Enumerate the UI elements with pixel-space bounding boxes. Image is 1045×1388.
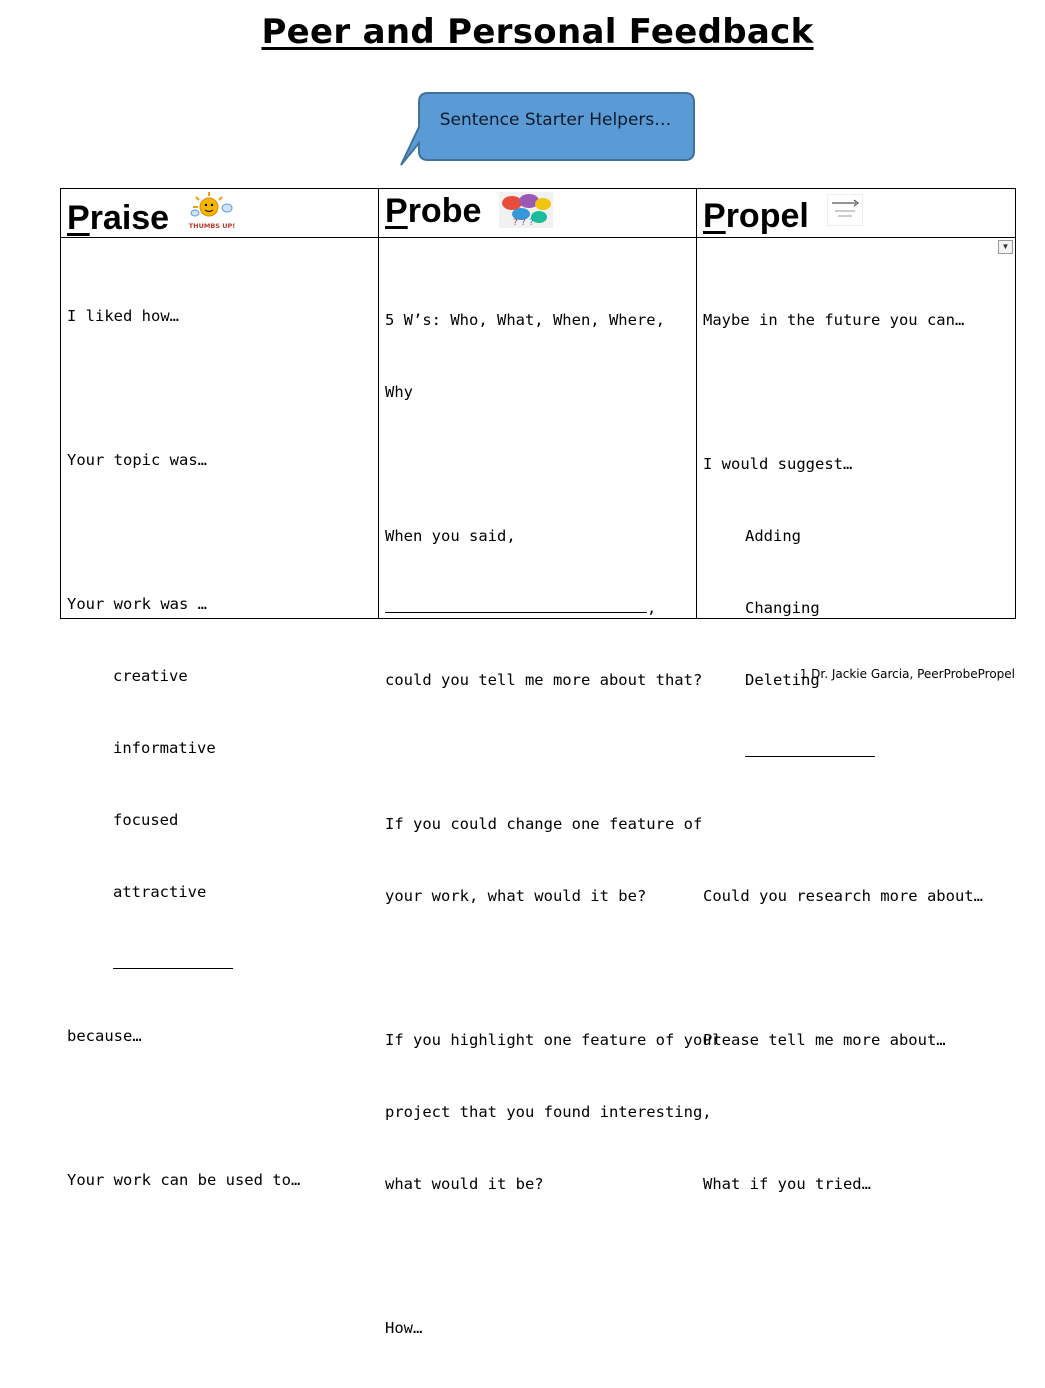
propel-option: Changing [745, 599, 820, 617]
propel-line: Please tell me more about… [703, 1031, 946, 1049]
praise-option: focused [113, 811, 179, 829]
praise-line: I liked how… [67, 307, 179, 325]
probe-line: If you could change one feature of [385, 815, 703, 833]
propel-heading: Propel [703, 197, 809, 235]
probe-starters [385, 260, 721, 1388]
page-title: Peer and Personal Feedback [261, 12, 814, 52]
thumbs-up-sun-icon [187, 191, 237, 236]
thumbs-up-label: THUMBS UP! [188, 222, 236, 230]
callout-bubble [398, 91, 698, 166]
svg-text:?: ? [521, 218, 526, 228]
probe-column [379, 238, 721, 1337]
probe-blank: , [385, 596, 690, 620]
callout-text: Sentence Starter Helpers… [439, 110, 672, 130]
propel-header [697, 189, 1016, 238]
probe-heading: Probe [385, 192, 482, 230]
probe-line: When you said, [385, 527, 516, 545]
propel-blank [703, 740, 1009, 764]
praise-line: because… [67, 1027, 142, 1045]
praise-header [61, 189, 379, 238]
propel-line: Could you research more about… [703, 887, 983, 905]
praise-column [61, 238, 379, 1189]
probe-line: If you highlight one feature of your [385, 1031, 721, 1049]
propel-option: Adding [745, 527, 801, 545]
probe-line: could you tell me more about that? [385, 671, 703, 689]
propel-line: I would suggest… [703, 455, 853, 473]
praise-line: Your work can be used to… [67, 1171, 301, 1189]
praise-starters [67, 256, 372, 1240]
dropdown-arrow-icon[interactable]: ▼ [998, 240, 1013, 254]
probe-line: what would it be? [385, 1175, 544, 1193]
speech-bubbles-icon [499, 192, 553, 233]
probe-line: Why [385, 383, 413, 401]
probe-line: your work, what would it be? [385, 887, 647, 905]
probe-line: How… [385, 1319, 423, 1337]
propel-line: What if you tried… [703, 1175, 871, 1193]
praise-heading: Praise [67, 199, 170, 237]
praise-blank [67, 952, 372, 976]
svg-text:?: ? [513, 218, 518, 228]
probe-line: 5 W’s: Who, What, When, Where, [385, 311, 665, 329]
arrow-sign-icon [827, 194, 863, 231]
footer-citation: 1 Dr. Jackie Garcia, PeerProbePropel [799, 667, 1015, 681]
praise-line: Your topic was… [67, 451, 207, 469]
probe-line: project that you found interesting, [385, 1103, 712, 1121]
praise-option: creative [113, 667, 188, 685]
propel-starters [703, 260, 1009, 1244]
praise-option: attractive [113, 883, 207, 901]
propel-line: Maybe in the future you can… [703, 311, 965, 329]
propel-option: Deleting [745, 671, 820, 689]
praise-line: Your work was … [67, 595, 207, 613]
svg-text:?: ? [529, 218, 534, 228]
probe-header [379, 189, 697, 238]
praise-option: informative [113, 739, 216, 757]
